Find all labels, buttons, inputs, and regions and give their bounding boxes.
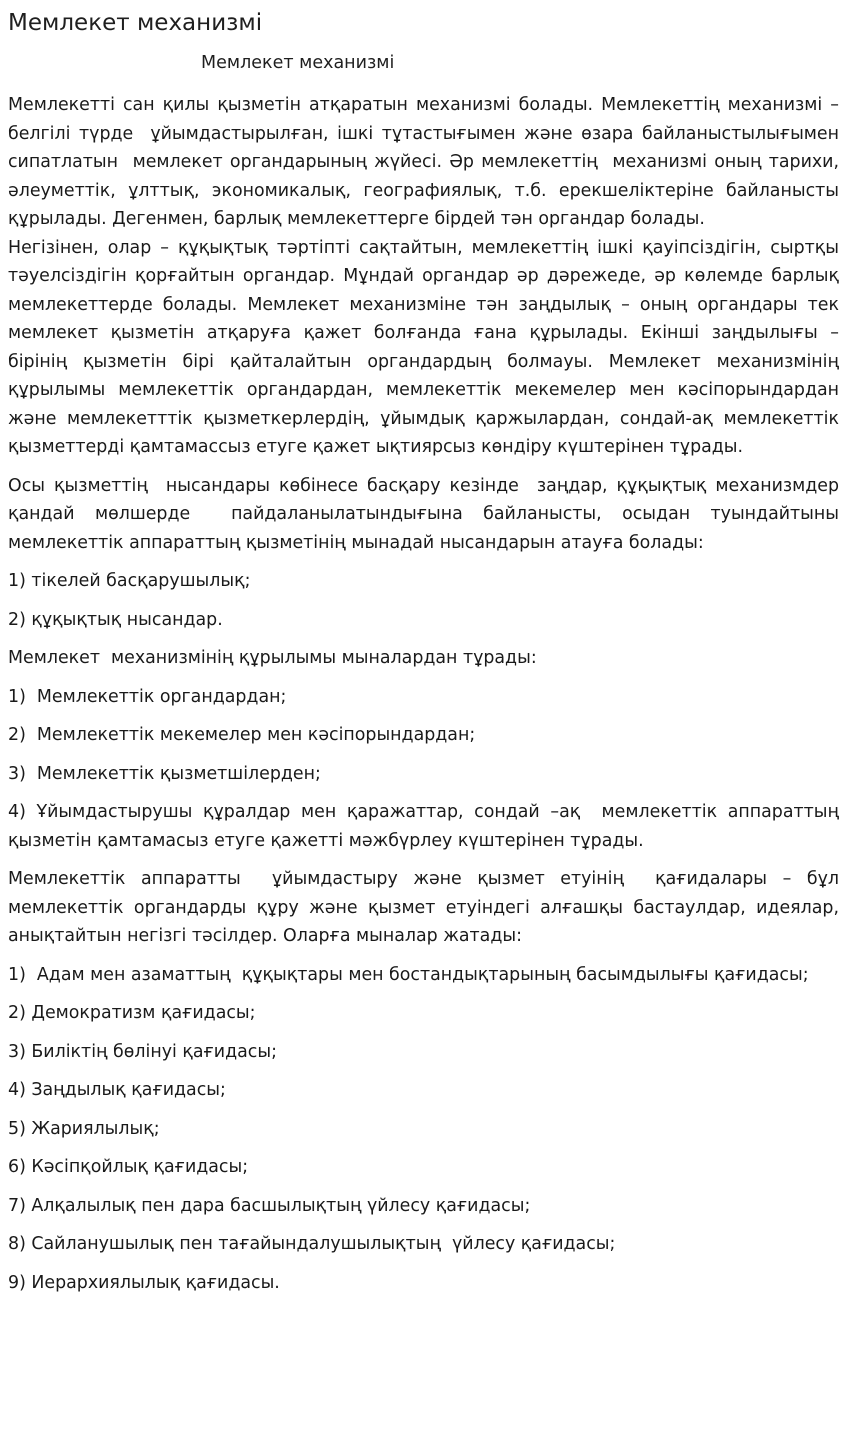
page-title: Мемлекет механизмі: [8, 10, 263, 36]
list-item: 3) Биліктің бөлінуі қағидасы;: [8, 1041, 277, 1062]
list-item: 4) Ұйымдастырушы құралдар мен қаражаттар, сондай –ақ мемлекеттік аппараттың қызметін қамтамасыз етуге қажетті мәжбүрлеу күштерінен тұрады.: [8, 802, 845, 851]
list-item: 9) Иерархиялылық қағидасы.: [8, 1272, 280, 1293]
list-item: 1) тікелей басқарушылық;: [8, 571, 251, 591]
paragraph-intro: Мемлекетті сан қилы қызметін атқаратын механизмі болады. Мемлекеттің механизмі – белгілі түрде ұйымдастырылған, ішкі тұтастығымен және өзара байланыстылығымен сипатлатын мемлекет органдарының жүйесі. Әр мемлекеттің механизмі оның тарихи, әлеуметтік, ұлттық, экономикалық, географиялық, т.б. ерекшеліктеріне байланысты құрылады. Дегенмен, барлық мемлекеттерге бірдей тән органдар болады.: [8, 95, 845, 229]
structure-intro: Мемлекет механизмінің құрылымы мыналардан тұрады:: [8, 648, 537, 668]
list-item: 8) Сайланушылық пен тағайындалушылықтың үйлесу қағидасы;: [8, 1234, 616, 1254]
list-item: 4) Заңдылық қағидасы;: [8, 1080, 226, 1100]
document: [8, 0, 845, 1297]
list-item: 1) Адам мен азаматтың құқықтары мен бостандықтарының басымдылығы қағидасы;: [8, 964, 809, 985]
document-heading: Мемлекет механизмі: [201, 53, 395, 73]
paragraph-forms: Осы қызметтің нысандары көбінесе басқару кезінде заңдар, құқықтық механизмдер қандай мөлшерде пайдаланылатындығына байланысты, осыдан туындайтыны мемлекеттік аппараттың қызметінің мынадай нысандарын атауға болады:: [8, 475, 845, 553]
principles-intro: Мемлекеттік аппаратты ұйымдастыру және қызмет етуінің қағидалары – бұл мемлекеттік органдарды құру және қызмет етуіндегі алғашқы бастаулдар, идеялар, анықтайтын негізгі тәсілдер. Оларға мыналар жатады:: [8, 869, 845, 946]
list-item: 7) Алқалылық пен дара басшылықтың үйлесу қағидасы;: [8, 1195, 531, 1216]
list-item: 2) Мемлекеттік мекемелер мен кәсіпорындардан;: [8, 725, 476, 745]
list-item: 1) Мемлекеттік органдардан;: [8, 686, 287, 707]
paragraph-organs: Негізінен, олар – құқықтық тәртіпті сақтайтын, мемлекеттің ішкі қауіпсіздігін, сыртқы тәуелсіздігін қорғайтын органдар. Мұндай органдар әр дәрежеде, әр көлемде барлық мемлекеттерде болады. Мемлекет механизміне тән заңдылық – оның органдары тек мемлекет қызметін атқаруға қажет болғанда ғана құрылады. Екінші заңдылығы – бірінің қызметін бірі қайталайтын органдардың болмауы. Мемлекет механизмінің құрылымы мемлекеттік органдардан, мемлекеттік мекемелер мен кәсіпорындардан және мемлекетттік қызметкерлердің, ұйымдық қаржылардан, сондай-ақ мемлекеттік қызметтерді қамтамассыз етуге қажет ықтиярсыз көндіру күштерінен тұрады.: [8, 237, 845, 457]
list-item: 6) Кәсіпқойлық қағидасы;: [8, 1157, 249, 1177]
list-item: 3) Мемлекеттік қызметшілерден;: [8, 763, 321, 784]
list-item: 5) Жариялылық;: [8, 1118, 160, 1139]
list-item: 2) құқықтық нысандар.: [8, 609, 223, 630]
list-item: 2) Демократизм қағидасы;: [8, 1003, 256, 1023]
